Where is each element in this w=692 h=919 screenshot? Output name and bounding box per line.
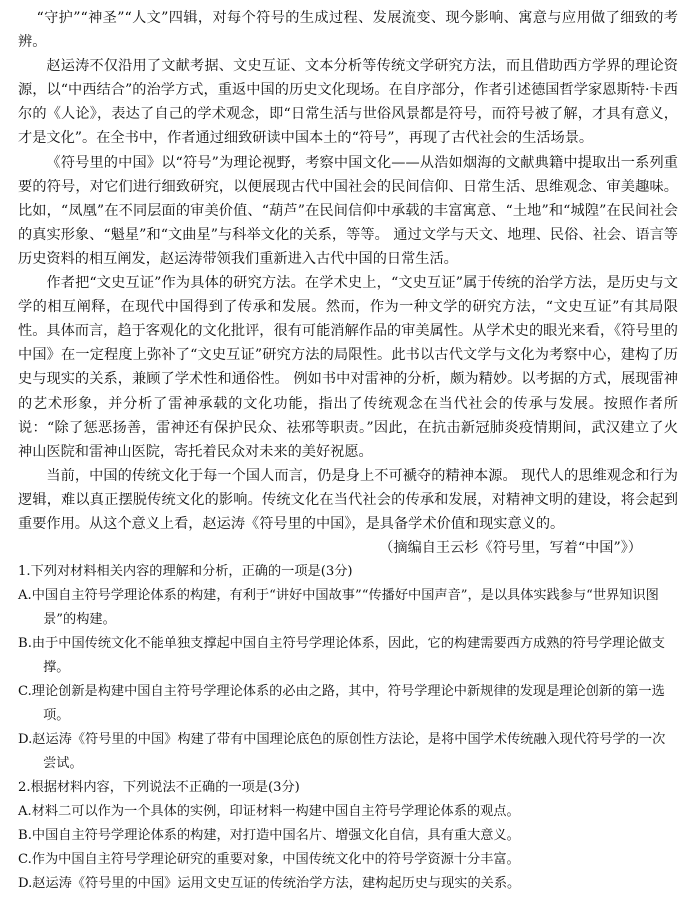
passage-paragraph-4: 作者把“文史互证”作为具体的研究方法。在学术史上，“文史互证”属于传统的治学方法，是历史与文学的相互阐释，在现代中国得到了传承和发展。然而，作为一种文学的研究方法，“文史互证”有其局限性。具体而言，趋于客观化的文化批评，很有可能消解作品的审美属性。从学术史的眼光来看，《符号里的中国》在一定程度上弥补了“文史互证”研究方法的局限性。此书以古代文学与文化为考察中心，建构了历史与现实的关系，兼顾了学术性和通俗性。 例如书中对雷神的分析，颇为精妙。以考据的方式，展现雷神的艺术形象，并分析了雷神承载的文化功能，指出了传统观念在当代社会的传承与发展。按照作者所说：“除了惩恶扬善，雷神还有保护民众、祛邪等职责。”因此，在抗击新冠肺炎疫情期间，武汉建立了火神山医院和雷神山医院，寄托着民众对未来的美好祝愿。 bbox=[18, 275, 678, 460]
question-1-option-c: C.理论创新是构建中国自主符号学理论体系的必由之路，其中，符号学理论中新规律的发现是理论创新的第一选项。 bbox=[18, 684, 665, 724]
question-2 bbox=[18, 776, 678, 896]
question-2-option-d: D.赵运涛《符号里的中国》运用文史互证的传统治学方法，建构起历史与现实的关系。 bbox=[18, 876, 521, 892]
question-2-option-c: C.作为中国自主符号学理论研究的重要对象，中国传统文化中的符号学资源十分丰富。 bbox=[18, 852, 520, 868]
question-1-option-a: A.中国自主符号学理论体系的构建，有利于“讲好中国故事”“传播好中国声音”，是以具体实践参与“世界知识图景”的构建。 bbox=[18, 588, 659, 628]
question-1-option-d: D.赵运涛《符号里的中国》构建了带有中国理论底色的原创性方法论，是将中国学术传统融入现代符号学的一次尝试。 bbox=[18, 732, 666, 772]
passage-paragraph-1: “守护”“神圣”“人文”四辑，对每个符号的生成过程、发展流变、现今影响、寓意与应用做了细致的考辨。 bbox=[18, 10, 678, 51]
question-2-option-a: A.材料二可以作为一个具体的实例，印证材料一构建中国自主符号学理论体系的观点。 bbox=[18, 804, 520, 820]
passage-paragraph-5: 当前，中国的传统文化于每一个国人而言，仍是身上不可褫夺的精神本源。 现代人的思维观念和行为逻辑，难以真正摆脱传统文化的影响。传统文化在当代社会的传承和发展，对精神文明的建设，将会起到重要作用。从这个意义上看，赵运涛《符号里的中国》，是具备学术价值和现实意义的。 bbox=[18, 467, 678, 532]
question-1-stem: 1.下列对材料相关内容的理解和分析，正确的一项是(3分) bbox=[18, 564, 353, 580]
passage-paragraph-3: 《符号里的中国》以“符号”为理论视野，考察中国文化——从浩如烟海的文献典籍中提取出一系列重要的符号，对它们进行细致研究，以便展现古代中国社会的民间信仰、日常生活、思维观念、审美趣味。 比如，“凤凰”在不同层面的审美价值、“葫芦”在民间信仰中承载的丰富寓意、“土地”和“城隍”在民间社会的真实形象、“魁星”和“文曲星”与科举文化的关系，等等。 通过文学与天文、地理、民俗、社会、语言等历史资料的相互阐发，赵运涛带领我们重新进入古代中国的日常生活。 bbox=[18, 154, 678, 267]
question-1-option-b: B.由于中国传统文化不能单独支撑起中国自主符号学理论体系，因此，它的构建需要西方成熟的符号学理论做支撑。 bbox=[18, 636, 665, 676]
question-2-stem: 2.根据材料内容，下列说法不正确的一项是(3分) bbox=[18, 780, 300, 796]
passage-paragraph-2: 赵运涛不仅沿用了文献考据、文史互证、文本分析等传统文学研究方法，而且借助西方学界的理论资源，以“中西结合”的治学方式，重返中国的历史文化现场。在自序部分，作者引述德国哲学家恩斯特·卡西尔的《人论》，表达了自己的学术观念，即“日常生活与世俗风景都是符号，而符号被了解，才具有意义，才是文化”。在全书中，作者通过细致研读中国本土的“符号”，再现了古代社会的生活场景。 bbox=[18, 58, 678, 147]
question-2-option-b: B.中国自主符号学理论体系的构建，对打造中国名片、增强文化自信，具有重大意义。 bbox=[18, 828, 520, 844]
passage-source: （摘编自王云杉《符号里，写着“中国”》） bbox=[379, 540, 642, 557]
reading-passage bbox=[18, 6, 678, 560]
question-1 bbox=[18, 560, 678, 776]
